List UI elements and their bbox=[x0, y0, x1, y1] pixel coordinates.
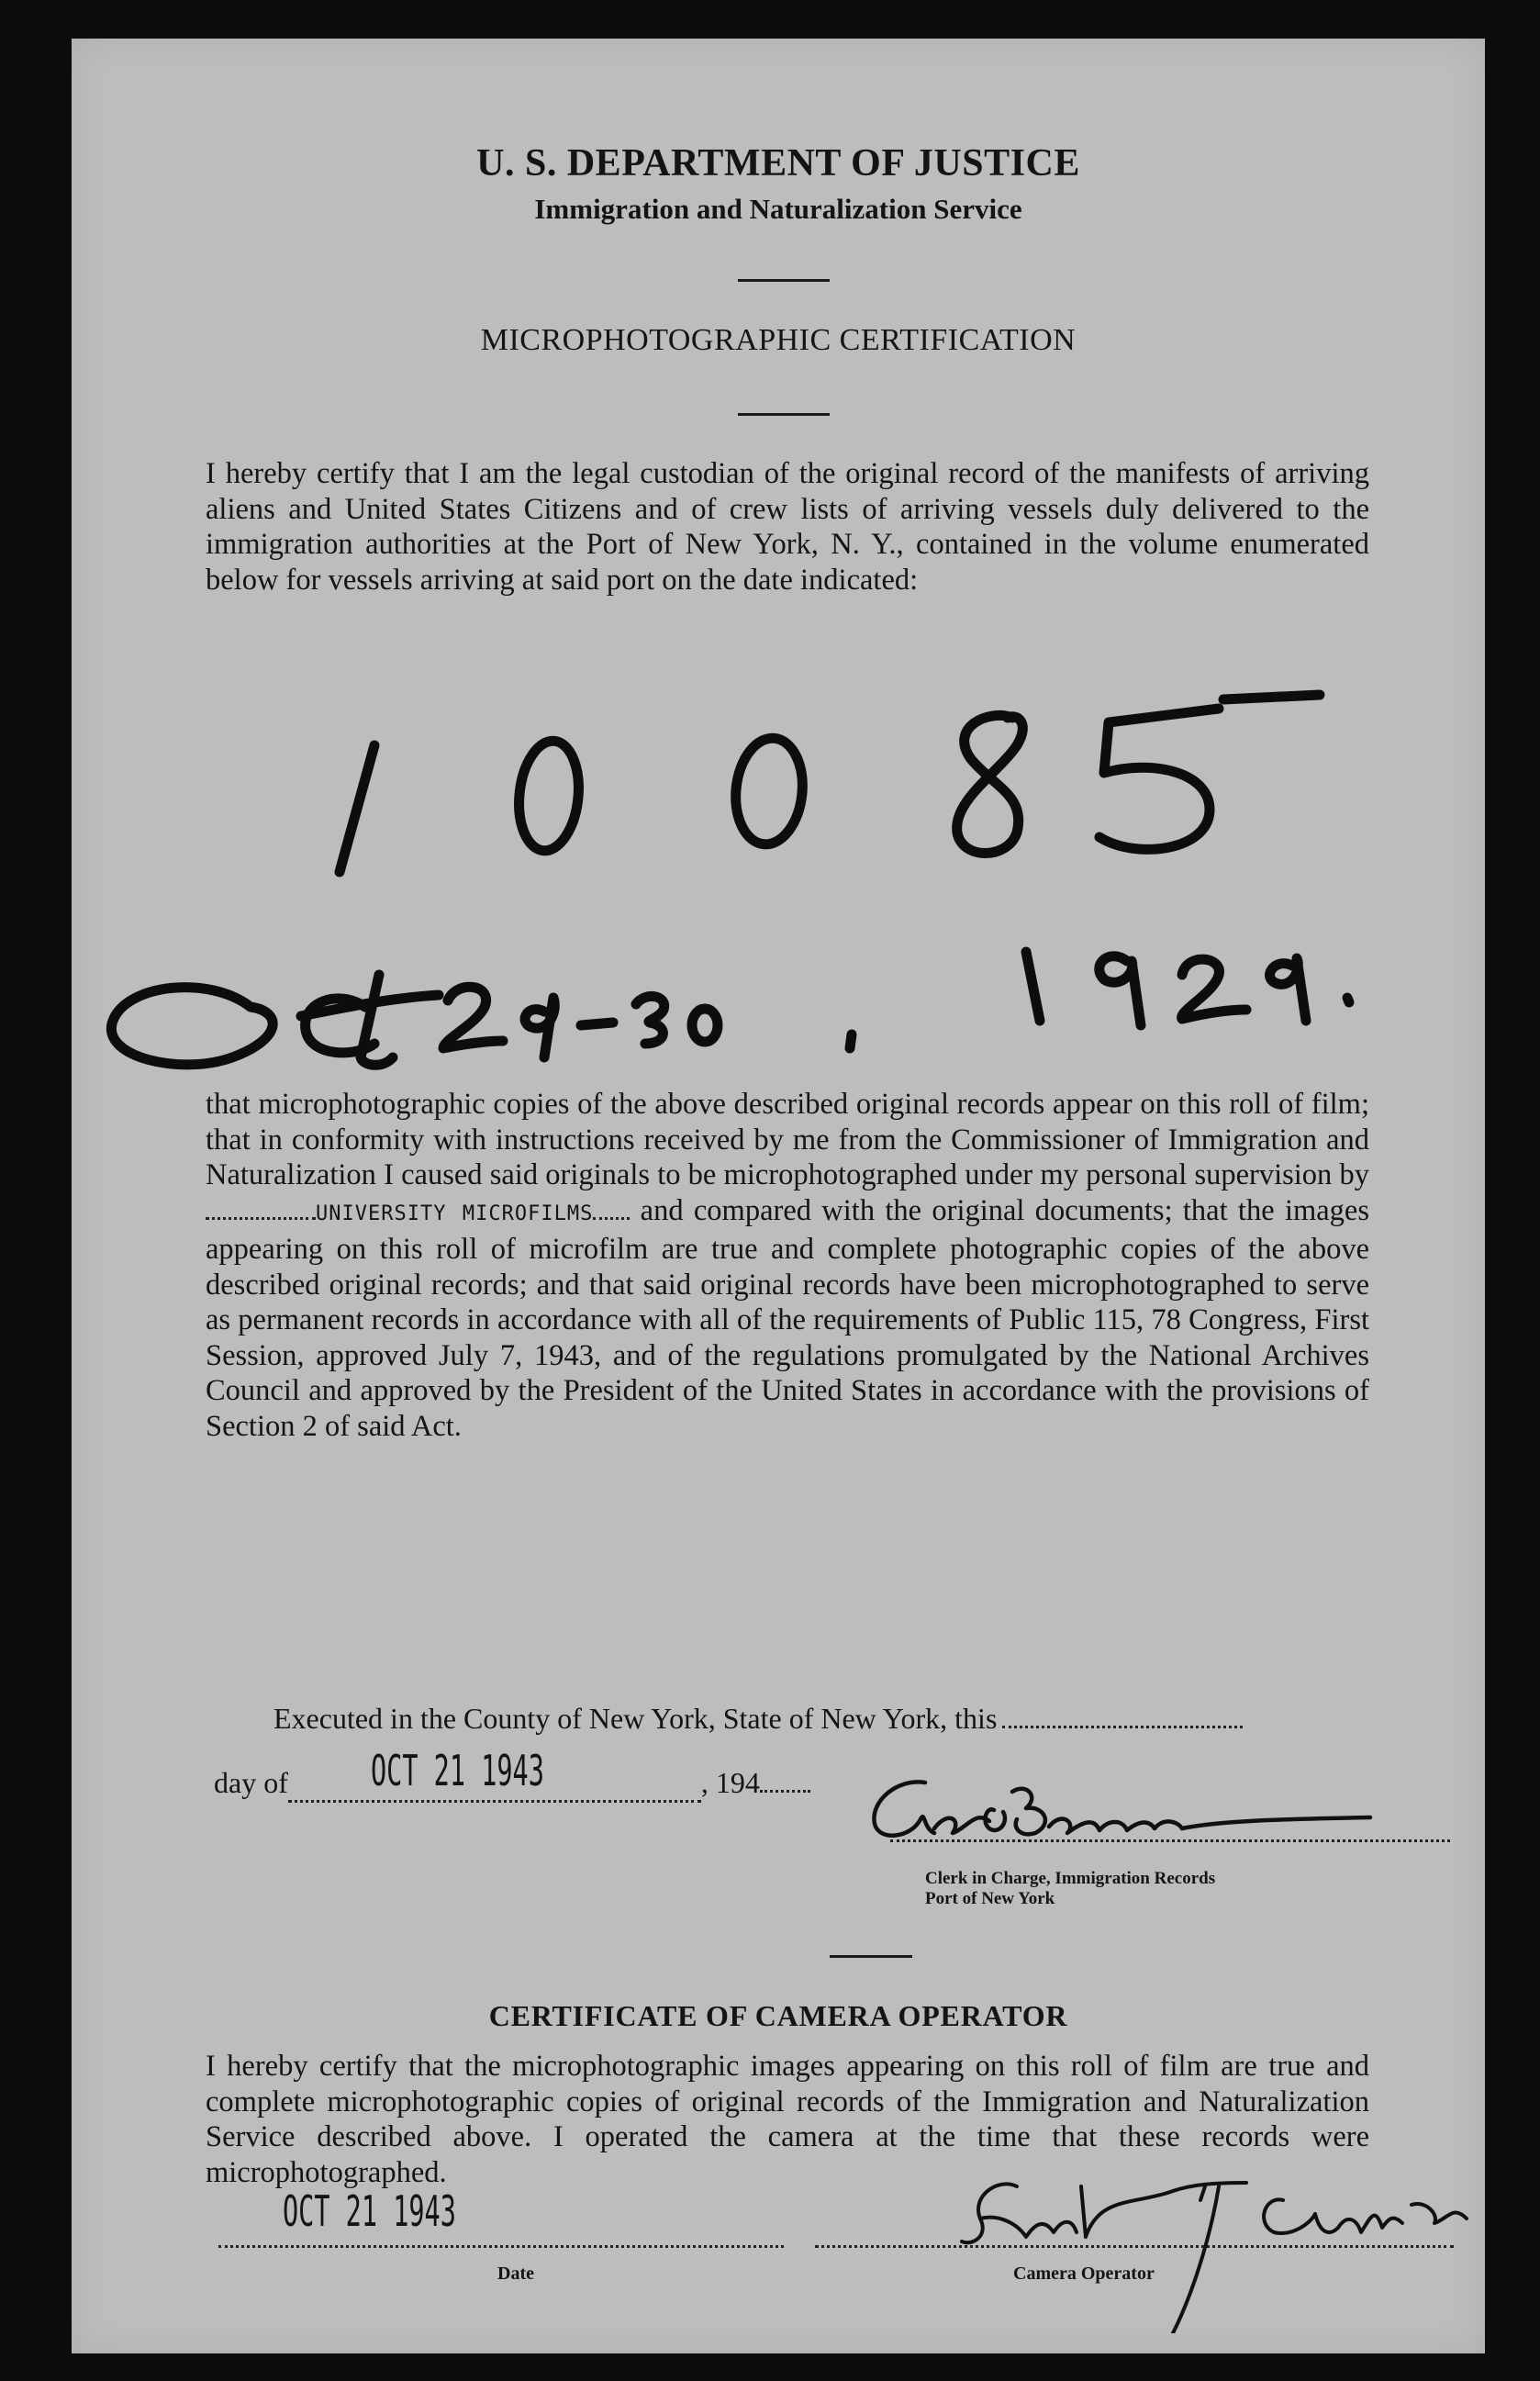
date-label: Date bbox=[497, 2264, 534, 2284]
operator-signature-line bbox=[815, 2245, 1454, 2248]
divider-rule bbox=[738, 413, 830, 416]
body-text-part1: that microphotographic copies of the above described original records appear on this roll of film; that in conformity with instructions received by me from the Commissioner of Immigration and Naturalization I caused said originals to be microphotographed under my personal supervision by bbox=[206, 1088, 1369, 1191]
executed-text: Executed in the County of New York, State of New York, this bbox=[273, 1702, 998, 1735]
camera-operator-title: CERTIFICATE OF CAMERA OPERATOR bbox=[488, 1999, 1068, 2032]
digit-zero-stroke bbox=[731, 735, 808, 848]
body-text-part2: and compared with the original documents; that the images appearing on this roll of microfilm are true and complete photographic copies of the above described original records; and that said original records have been microphotographed to serve as permanent records in accordance with all of the requirements of Public 115, 78 Congress, First Session, approved July 7, 1943, and of the regulations promulgated by the National Archives Council and approved by the President of the United States in accordance with the provisions of Section 2 of said Act. bbox=[206, 1193, 1369, 1443]
camera-operator-text: I hereby certify that the microphotographic images appearing on this roll of film are true and complete microphotographic copies of original records of the Immigration and Naturalization Service described above. I operated the camera at the time that these records were microphotographed. bbox=[206, 2050, 1369, 2189]
camera-operator-signature bbox=[898, 2150, 1485, 2333]
handwritten-record-entry bbox=[72, 672, 1485, 1094]
certification-title: MICROPHOTOGRAPHIC CERTIFICATION bbox=[480, 323, 1077, 357]
clerk-title: Clerk in Charge, Immigration Records Port of New York bbox=[925, 1869, 1216, 1908]
intro-paragraph bbox=[206, 456, 1369, 598]
date-stamp: OCT 21 1943 bbox=[370, 1746, 544, 1795]
certificate-sheet bbox=[72, 39, 1485, 2353]
handwritten-oct-stroke bbox=[111, 988, 273, 1065]
service-subheading: Immigration and Naturalization Service bbox=[534, 193, 1022, 225]
camera-date-stamp: OCT 21 1943 bbox=[283, 2186, 456, 2236]
divider-rule bbox=[738, 279, 830, 282]
day-of-line bbox=[214, 1746, 911, 1803]
clerk-signature-line bbox=[890, 1839, 1450, 1842]
intro-text: I hereby certify that I am the legal custodian of the original record of the manifests of arriving aliens and United States Citizens and of crew lists of arriving vessels duly delivered to the immigration authorities at the Port of New York, N. Y., contained in the volume enumerated below for vessels arriving at said port on the date indicated: bbox=[206, 457, 1369, 597]
filmed-by-fill: UNIVERSITY MICROFILMS bbox=[316, 1202, 594, 1225]
camera-operator-label: Camera Operator bbox=[1013, 2264, 1155, 2284]
body-paragraph bbox=[206, 1087, 1369, 1444]
digit-eight-stroke bbox=[957, 715, 1023, 853]
department-heading: U. S. DEPARTMENT OF JUSTICE bbox=[476, 142, 1080, 184]
digit-one-stroke bbox=[340, 745, 374, 872]
executed-line bbox=[273, 1702, 1371, 1736]
divider-rule bbox=[830, 1955, 912, 1958]
digit-five-stroke bbox=[1099, 709, 1219, 849]
digit-zero-stroke bbox=[514, 738, 584, 854]
date-line bbox=[218, 2245, 784, 2248]
date-dotted-field bbox=[288, 1746, 701, 1803]
day-of-label: day of bbox=[214, 1766, 288, 1799]
year-prefix: , 194 bbox=[700, 1766, 760, 1799]
